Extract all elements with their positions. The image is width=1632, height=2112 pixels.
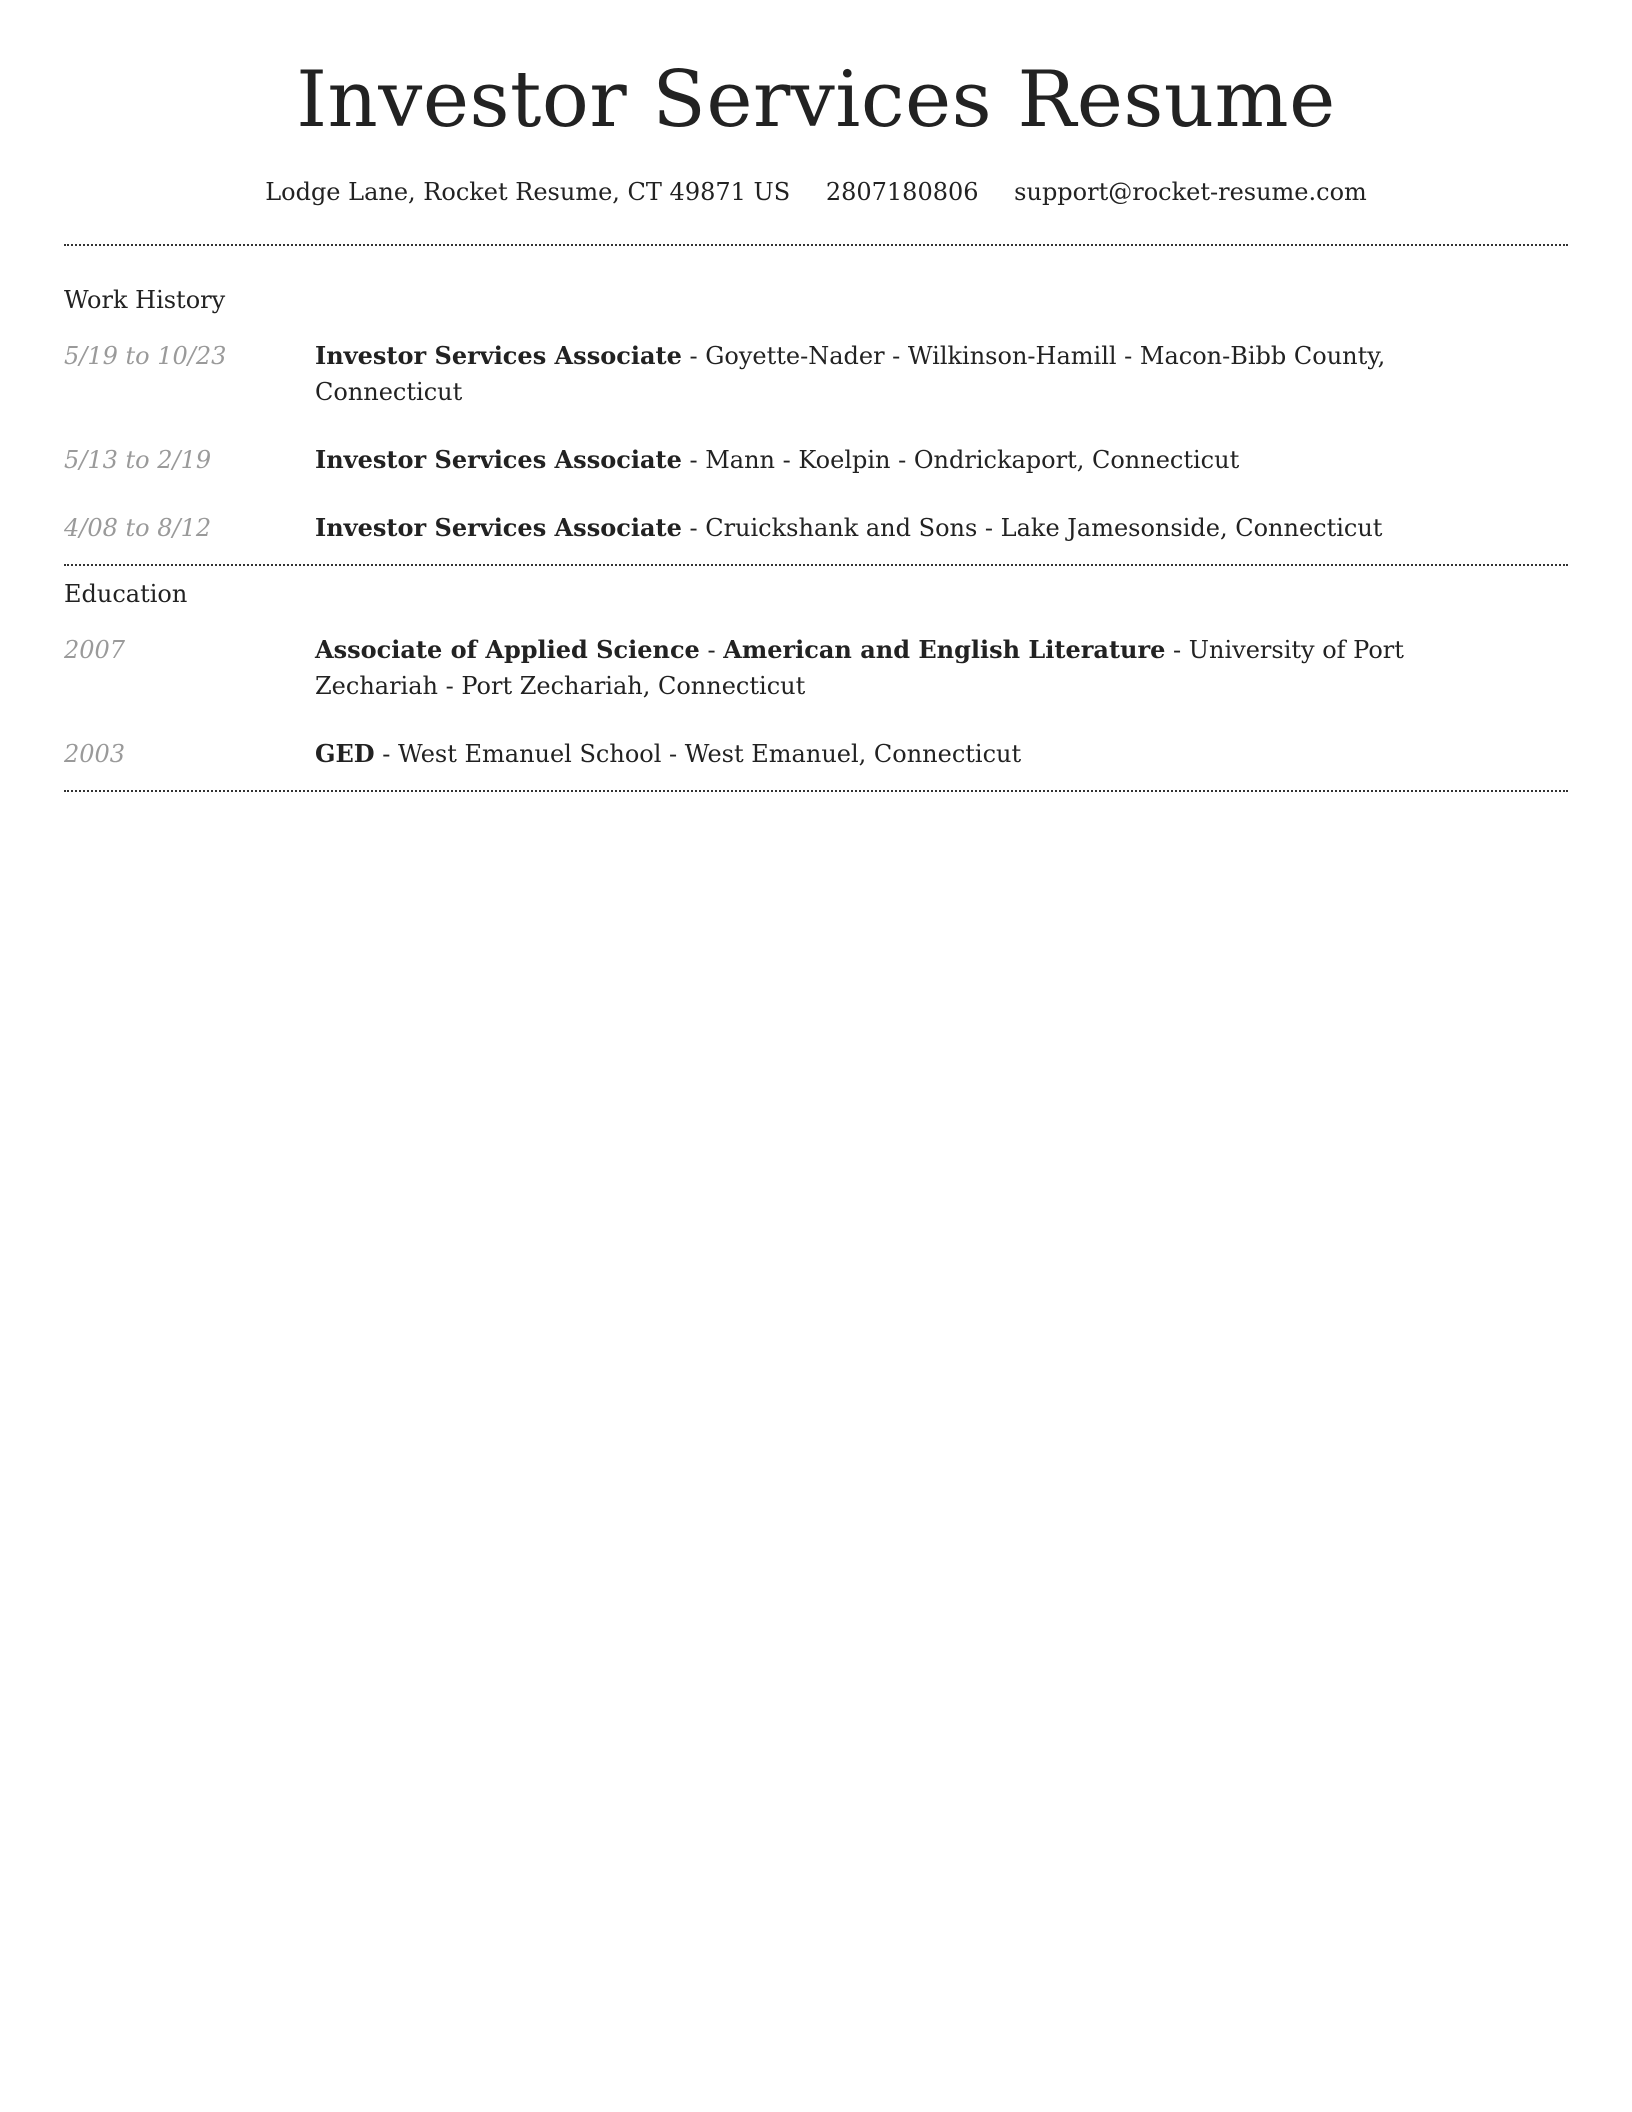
- education-entry-date: 2007: [64, 636, 126, 664]
- work-entry: [64, 338, 1568, 410]
- education-entry-details: - University of Port Zechariah - Port Zechariah, Connecticut: [315, 636, 1404, 700]
- work-entry: [64, 442, 1568, 478]
- work-entry-title: Investor Services Associate: [315, 341, 682, 370]
- education-divider: [64, 790, 1568, 792]
- education-heading: Education: [64, 580, 188, 608]
- work-entry: [64, 510, 1568, 546]
- education-entry-separator: -: [699, 636, 724, 664]
- resume-header: [64, 0, 1568, 208]
- contact-email: support@rocket-resume.com: [1014, 178, 1367, 206]
- work-history-heading: Work History: [64, 286, 226, 314]
- work-entry-details: - Cruickshank and Sons - Lake Jamesonside, Connecticut: [681, 514, 1383, 542]
- work-entry-description: [315, 442, 1568, 478]
- education-entry-degree: GED: [315, 739, 375, 768]
- education-entry: [64, 632, 1568, 704]
- education-entry: [64, 736, 1568, 772]
- work-entry-details: - Goyette-Nader - Wilkinson-Hamill - Macon-Bibb County, Connecticut: [315, 342, 1386, 406]
- work-entry-date: 5/13 to 2/19: [64, 446, 212, 474]
- work-entry-details: - Mann - Koelpin - Ondrickaport, Connecticut: [681, 446, 1240, 474]
- work-entry-description: [315, 338, 1568, 410]
- education-entry-description: [315, 736, 1568, 772]
- work-entry-title: Investor Services Associate: [315, 513, 682, 542]
- work-entry-description: [315, 510, 1568, 546]
- education-entry-details: - West Emanuel School - West Emanuel, Connecticut: [374, 740, 1022, 768]
- education-section: [64, 566, 1568, 772]
- contact-line: [64, 176, 1568, 208]
- work-entry-date: 5/19 to 10/23: [64, 342, 227, 370]
- education-entry-date: 2003: [64, 740, 126, 768]
- contact-phone: 2807180806: [825, 178, 979, 206]
- resume-title: Investor Services Resume: [296, 55, 1336, 145]
- work-entry-title: Investor Services Associate: [315, 445, 682, 474]
- work-entry-date: 4/08 to 8/12: [64, 514, 212, 542]
- education-entry-degree: Associate of Applied Science: [315, 635, 700, 664]
- contact-address: Lodge Lane, Rocket Resume, CT 49871 US: [265, 178, 791, 206]
- education-entry-description: [315, 632, 1568, 704]
- education-entry-field: American and English Literature: [723, 635, 1166, 664]
- work-history-section: [64, 246, 1568, 546]
